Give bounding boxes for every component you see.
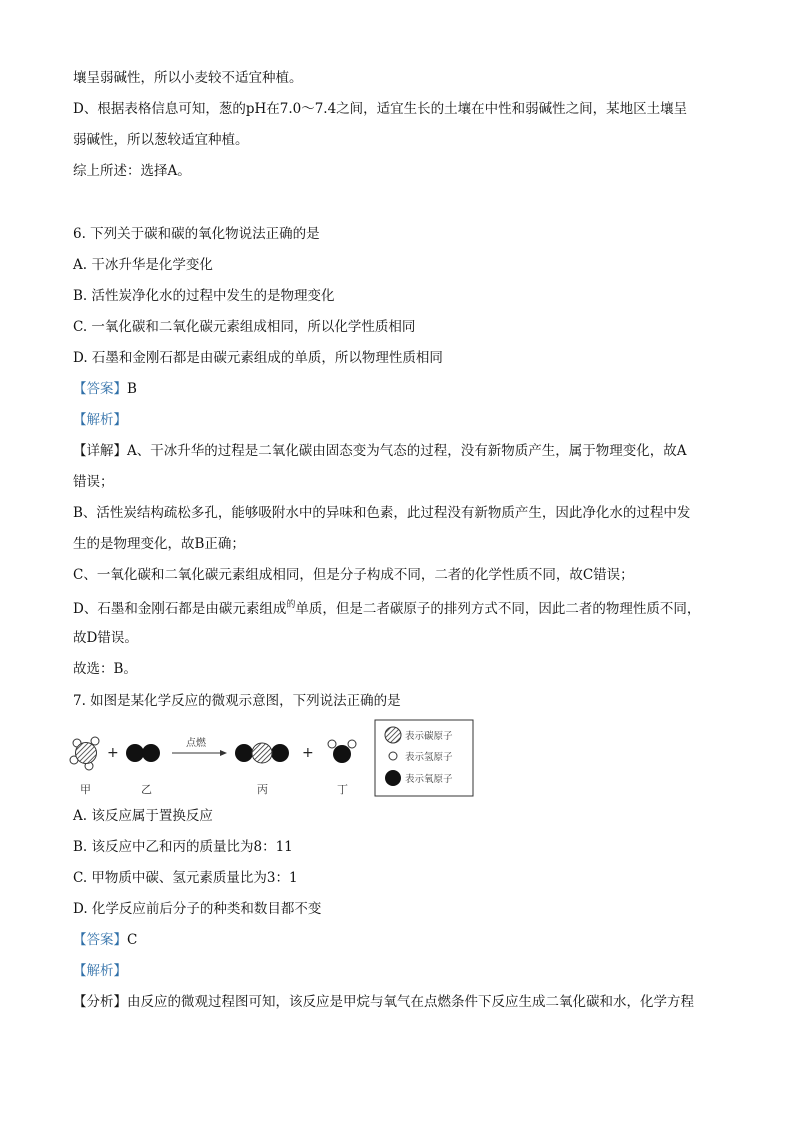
q6-answer xyxy=(73,380,137,398)
q7-option-b: B. 该反应中乙和丙的质量比为8：11 xyxy=(73,839,293,855)
q6-answer-value: B xyxy=(127,381,137,397)
diagram-legend xyxy=(375,720,473,796)
q6-option-c: C. 一氧化碳和二氧化碳元素组成相同，所以化学性质相同 xyxy=(73,319,416,335)
q7-option-a: A. 该反应属于置换反应 xyxy=(73,808,213,824)
legend-carbon: 表示碳原子 xyxy=(405,731,453,742)
q6-stem: 6. 下列关于碳和碳的氧化物说法正确的是 xyxy=(73,226,320,242)
prev-summary: 综上所述：选择A。 xyxy=(73,163,191,179)
q7-analysis-label: 【解析】 xyxy=(73,963,127,979)
q7-answer-value: C xyxy=(127,932,138,948)
molecule-yi xyxy=(126,744,160,762)
molecule-jia xyxy=(70,737,99,770)
prev-d-line2: 弱碱性，所以葱较适宜种植。 xyxy=(73,132,249,148)
q6-detail-b1: B、活性炭结构疏松多孔，能够吸附水中的异味和色素，此过程没有新物质产生，因此净化水的过程中发 xyxy=(73,505,691,521)
reaction-condition: 点燃 xyxy=(186,738,206,749)
legend-hydrogen: 表示氢原子 xyxy=(405,752,453,763)
q6-detail-d1-sup: 的 xyxy=(286,600,296,610)
q7-analysis-text: 由反应的微观过程图可知，该反应是甲烷与氧气在点燃条件下反应生成二氧化碳和水，化学方程 xyxy=(127,994,694,1010)
q6-conclusion: 故选：B。 xyxy=(73,661,137,677)
q7-option-c: C. 甲物质中碳、氢元素质量比为3：1 xyxy=(73,870,298,886)
q6-detail-d1 xyxy=(73,600,700,620)
q6-detail-d1-a: D、石墨和金刚石都是由碳元素组成 xyxy=(73,601,287,617)
q7-answer-tag: 【答案】 xyxy=(73,932,127,948)
prev-d-line1: D、根据表格信息可知，葱的pH在7.0～7.4之间，适宜生长的土壤在中性和弱碱性之间，某地区土壤呈 xyxy=(73,101,688,117)
q7-analysis-line xyxy=(73,993,694,1011)
label-ding: 丁 xyxy=(337,783,348,796)
q7-option-d: D. 化学反应前后分子的种类和数目都不变 xyxy=(73,901,322,917)
legend-hydrogen-icon xyxy=(389,752,397,760)
prev-c-tail: 壤呈弱碱性，所以小麦较不适宜种植。 xyxy=(73,70,303,86)
q6-detail-b2: 生的是物理变化，故B正确； xyxy=(73,536,245,552)
q6-detail-tag: 【详解】 xyxy=(73,443,127,459)
label-yi: 乙 xyxy=(141,783,152,796)
q7-reaction-diagram xyxy=(60,716,480,800)
q6-option-a: A. 干冰升华是化学变化 xyxy=(73,257,213,273)
q6-detail-d1-b: 单质，但是二者碳原子的排列方式不同，因此二者的物理性质不同， xyxy=(295,601,701,617)
q6-analysis-label: 【解析】 xyxy=(73,412,127,428)
molecule-bing xyxy=(235,743,289,763)
q6-detail-d2: 故D错误。 xyxy=(73,630,138,646)
q6-detail-a1-text: A、干冰升华的过程是二氧化碳由固态变为气态的过程，没有新物质产生，属于物理变化，故A xyxy=(127,443,687,459)
q6-answer-tag: 【答案】 xyxy=(73,381,127,397)
label-jia: 甲 xyxy=(80,783,91,796)
q6-option-d: D. 石墨和金刚石都是由碳元素组成的单质，所以物理性质相同 xyxy=(73,350,443,366)
plus-sign-2: + xyxy=(302,745,314,761)
q6-analysis-tag xyxy=(73,411,127,429)
label-bing: 丙 xyxy=(257,783,268,796)
q7-analysis-tag xyxy=(73,962,127,980)
q7-answer xyxy=(73,931,137,949)
q6-option-b: B. 活性炭净化水的过程中发生的是物理变化 xyxy=(73,288,335,304)
q6-detail-a2: 错误； xyxy=(73,474,114,490)
q6-detail-c: C、一氧化碳和二氧化碳元素组成相同，但是分子构成不同，二者的化学性质不同，故C错误； xyxy=(73,567,634,583)
legend-oxygen: 表示氧原子 xyxy=(405,774,453,785)
q6-detail-a1 xyxy=(73,442,687,460)
q7-analysis-sub-tag: 【分析】 xyxy=(73,994,127,1010)
legend-oxygen-icon xyxy=(385,770,401,786)
plus-sign-1: + xyxy=(107,745,119,761)
reaction-arrow-head xyxy=(220,750,227,756)
legend-carbon-icon xyxy=(385,727,401,743)
molecule-ding xyxy=(328,740,356,763)
q7-stem: 7. 如图是某化学反应的微观示意图，下列说法正确的是 xyxy=(73,693,401,709)
